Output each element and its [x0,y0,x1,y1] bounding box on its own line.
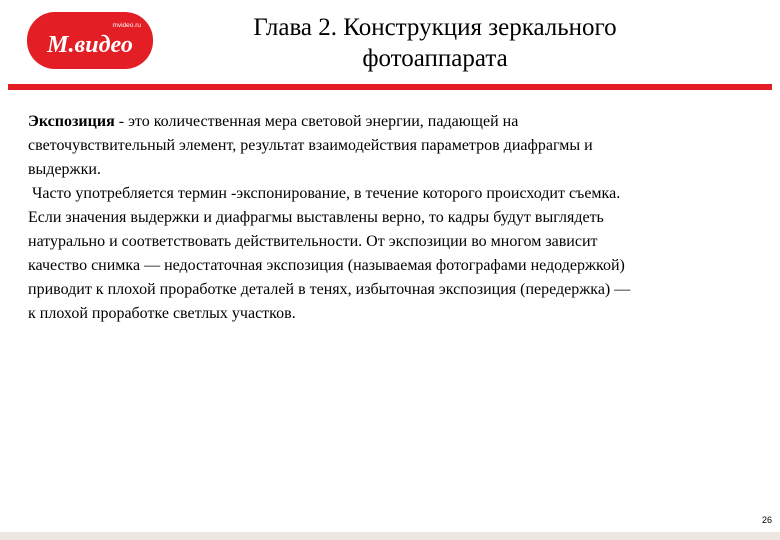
logo-site: mvideo.ru [112,22,141,29]
paragraph-2: Часто употребляется термин -экспонирование, в течение которого происходит съемка. Если значения выдержки и диафрагмы выставлены верно, то кадры будут выглядеть натурально и соответствовать действительности. От экспозиции во многом зависит качество снимка — недостаточная экспозиция (называемая фотографами недодержкой) приводит к плохой проработке деталей в тенях, избыточная экспозиция (передержка) — к плохой проработке светлых участков. [28,185,631,322]
mvideo-logo [27,12,153,69]
page-number: 26 [761,515,772,525]
slide-title-line2: фотоаппарата [362,45,508,72]
term-definition: - это количественная мера световой энергии, падающей на светочувствительный элемент, результат взаимодействия параметров диафрагмы и выдержки. [28,113,593,178]
body-text [28,110,638,326]
logo-text: М.видео [47,32,133,58]
term-heading: Экспозиция [28,113,115,130]
slide-title-line1: Глава 2. Конструкция зеркального [253,14,617,41]
title-divider [8,84,772,90]
footer-bar [0,532,780,540]
mvideo-logo-icon [27,12,153,69]
slide-title [175,12,695,74]
